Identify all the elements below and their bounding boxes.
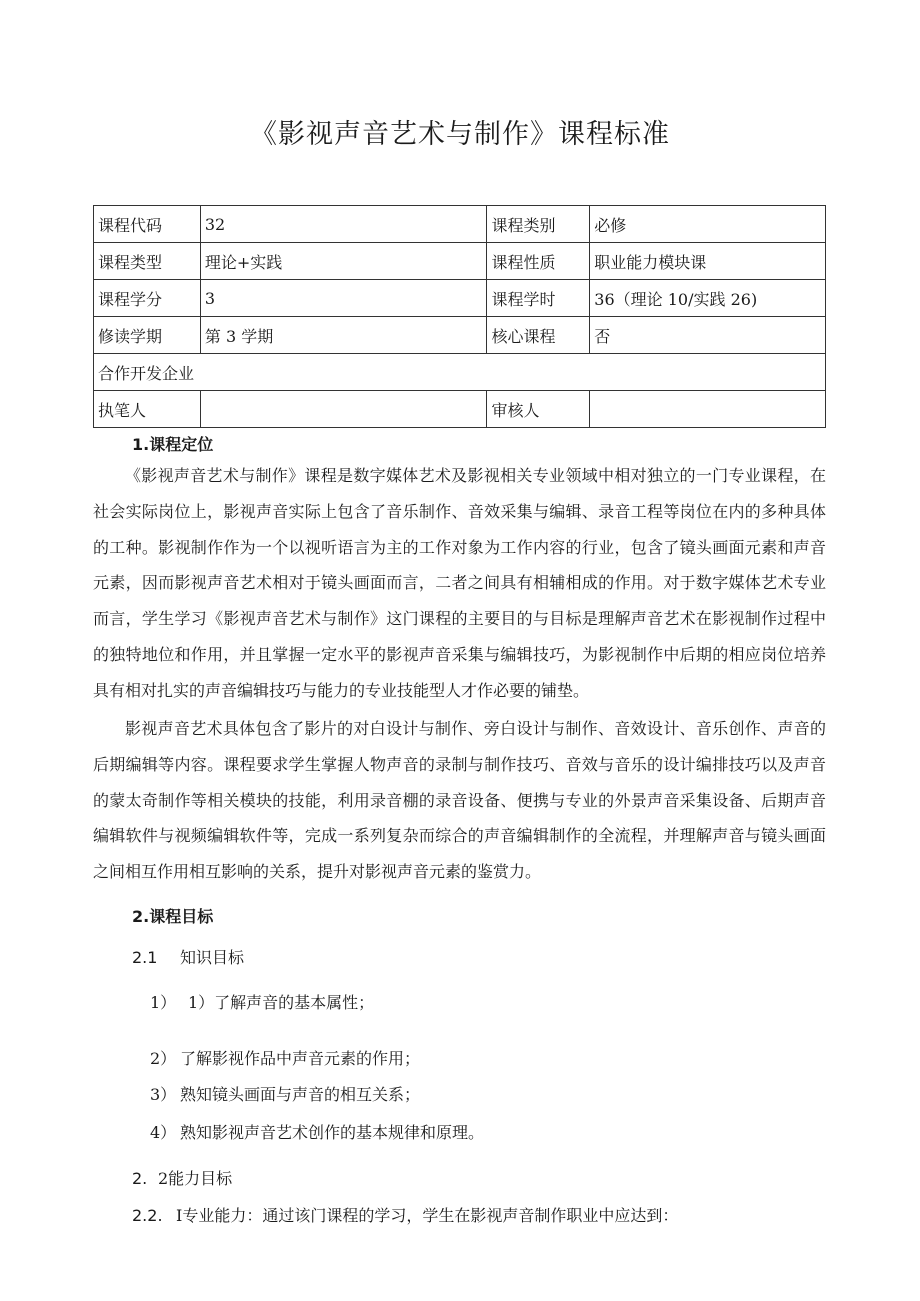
semester-label: 修读学期 (94, 317, 201, 354)
subsection-professional-ability (132, 1203, 678, 1226)
list-item-text: 熟知镜头画面与声音的相互关系； (180, 1085, 421, 1104)
table-row (94, 243, 826, 280)
table-row (94, 317, 826, 354)
subsection-number: 2.2. (132, 1206, 163, 1225)
list-item-text: 了解影视作品中声音元素的作用； (180, 1049, 421, 1068)
page-title: 《影视声音艺术与制作》课程标准 (250, 119, 670, 150)
course-category-value: 必修 (590, 206, 826, 243)
subsection-text: I专业能力：通过该门课程的学习，学生在影视声音制作职业中应达到： (176, 1206, 679, 1225)
table-row (94, 280, 826, 317)
subsection-ability (132, 1166, 232, 1189)
paragraph-positioning-2: 影视声音艺术具体包含了影片的对白设计与制作、旁白设计与制作、音效设计、音乐创作、声音的后期编辑等内容。课程要求学生掌握人物声音的录制与制作技巧、音效与音乐的设计编排技巧以及声音的蒙太奇制作等相关模块的技能，利用录音棚的录音设备、便携与专业的外景声音采集设备、后期声音编辑软件与视频编辑软件等，完成一系列复杂而综合的声音编辑制作的全流程，并理解声音与镜头画面之间相互作用相互影响的关系，提升对影视声音元素的鉴赏力。 (93, 719, 826, 882)
partner-company-label: 合作开发企业 (94, 354, 826, 391)
writer-value (200, 391, 487, 428)
course-code-label: 课程代码 (94, 206, 201, 243)
course-type-value: 理论+实践 (200, 243, 487, 280)
course-credits-value: 3 (200, 280, 487, 317)
list-item (150, 1120, 484, 1143)
subsection-title: 知识目标 (180, 948, 245, 967)
writer-label: 执笔人 (94, 391, 201, 428)
list-item-number: 3） (150, 1085, 177, 1104)
list-item-text: 1）了解声音的基本属性； (188, 993, 375, 1012)
section-heading-objectives: 2.课程目标 (132, 907, 214, 926)
course-type-label: 课程类型 (94, 243, 201, 280)
course-nature-label: 课程性质 (487, 243, 590, 280)
core-course-value: 否 (590, 317, 826, 354)
paragraph-positioning-1: 《影视声音艺术与制作》课程是数字媒体艺术及影视相关专业领域中相对独立的一门专业课程，在社会实际岗位上，影视声音实际上包含了音乐制作、音效采集与编辑、录音工程等岗位在内的多种具体的工种。影视制作作为一个以视听语言为主的工作对象为工作内容的行业，包含了镜头画面元素和声音元素，因而影视声音艺术相对于镜头画面而言，二者之间具有相辅相成的作用。对于数字媒体艺术专业而言，学生学习《影视声音艺术与制作》这门课程的主要目的与目标是理解声音艺术在影视制作过程中的独特地位和作用，并且掌握一定水平的影视声音采集与编辑技巧，为影视制作中后期的相应岗位培养具有相对扎实的声音编辑技巧与能力的专业技能型人才作必要的铺垫。 (93, 466, 826, 700)
course-code-value: 32 (200, 206, 487, 243)
course-nature-value: 职业能力模块课 (590, 243, 826, 280)
reviewer-value (590, 391, 826, 428)
subsection-title: 2能力目标 (158, 1169, 233, 1188)
list-item-number: 4） (150, 1123, 177, 1142)
list-item (150, 990, 374, 1013)
reviewer-label: 审核人 (487, 391, 590, 428)
subsection-number: 2. (132, 1169, 148, 1188)
course-hours-label: 课程学时 (487, 280, 590, 317)
table-row (94, 391, 826, 428)
list-item-text: 熟知影视声音艺术创作的基本规律和原理。 (180, 1123, 485, 1142)
subsection-number: 2.1 (132, 948, 158, 967)
table-row (94, 354, 826, 391)
course-category-label: 课程类别 (487, 206, 590, 243)
core-course-label: 核心课程 (487, 317, 590, 354)
list-item (150, 1046, 420, 1069)
table-row (94, 206, 826, 243)
course-info-table (93, 205, 826, 428)
course-credits-label: 课程学分 (94, 280, 201, 317)
subsection-knowledge (132, 945, 244, 968)
course-hours-value: 36（理论 10/实践 26) (590, 280, 826, 317)
list-item-number: 2） (150, 1049, 177, 1068)
list-item (150, 1082, 420, 1105)
section-heading-positioning: 1.课程定位 (132, 435, 214, 454)
list-item-number: 1） (150, 993, 177, 1012)
semester-value: 第 3 学期 (200, 317, 487, 354)
